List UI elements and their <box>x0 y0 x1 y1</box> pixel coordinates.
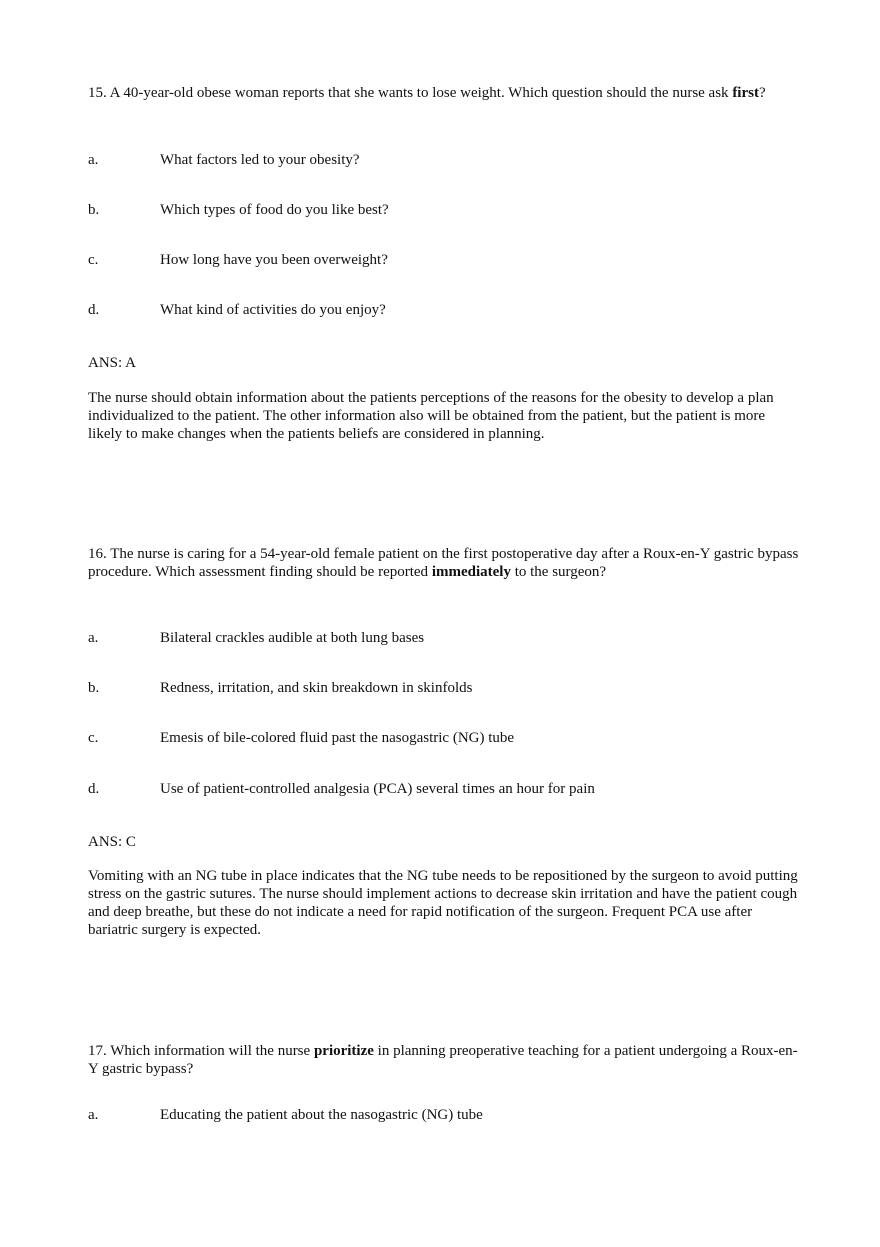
question-15-emphasis: first <box>732 85 759 101</box>
question-15-option-b: b. Which types of food do you like best? <box>88 202 389 218</box>
question-17-option-a: a. Educating the patient about the nasogastric (NG) tube <box>88 1107 483 1123</box>
question-16-answer: ANS: C <box>88 834 136 850</box>
question-16-option-c: c. Emesis of bile-colored fluid past the nasogastric (NG) tube <box>88 730 515 746</box>
question-16-option-d: d. Use of patient-controlled analgesia (PCA) several times an hour for pain <box>88 781 595 797</box>
question-16-option-a: a. Bilateral crackles audible at both lung bases <box>88 630 425 646</box>
question-16-option-b: b. Redness, irritation, and skin breakdown in skinfolds <box>88 680 473 696</box>
question-16-rationale: Vomiting with an NG tube in place indicates that the NG tube needs to be repositioned by the surgeon to avoid putting stress on the gastric sutures. The nurse should implement actions to decrease skin irritation and have the patient cough and deep breathe, but these do not indicate a need for rapid notification of the surgeon. Frequent PCA use after bariatric surgery is expected. <box>88 868 798 938</box>
question-15-answer: ANS: A <box>88 355 136 371</box>
question-15-rationale: The nurse should obtain information about the patients perceptions of the reasons for the obesity to develop a plan individualized to the patient. The other information also will be obtained from the patient, but the patient is more likely to make changes when the patients beliefs are considered in planning. <box>88 390 774 442</box>
question-16-stem: 16. The nurse is caring for a 54-year-old female patient on the first postoperative day after a Roux-en-Y gastric bypass procedure. Which assessment finding should be reported immediately to the surgeon? <box>88 546 799 580</box>
question-17-stem: 17. Which information will the nurse prioritize in planning preoperative teaching for a patient undergoing a Roux-en-Y gastric bypass? <box>88 1043 798 1077</box>
question-15-option-c: c. How long have you been overweight? <box>88 252 388 268</box>
question-15-option-d: d. What kind of activities do you enjoy? <box>88 302 386 318</box>
question-16-emphasis: immediately <box>431 564 511 580</box>
question-15-option-a: a. What factors led to your obesity? <box>88 152 360 168</box>
question-17-emphasis: prioritize <box>313 1043 374 1059</box>
question-15-stem: 15. A 40-year-old obese woman reports that she wants to lose weight. Which question should the nurse ask first? <box>88 85 766 101</box>
